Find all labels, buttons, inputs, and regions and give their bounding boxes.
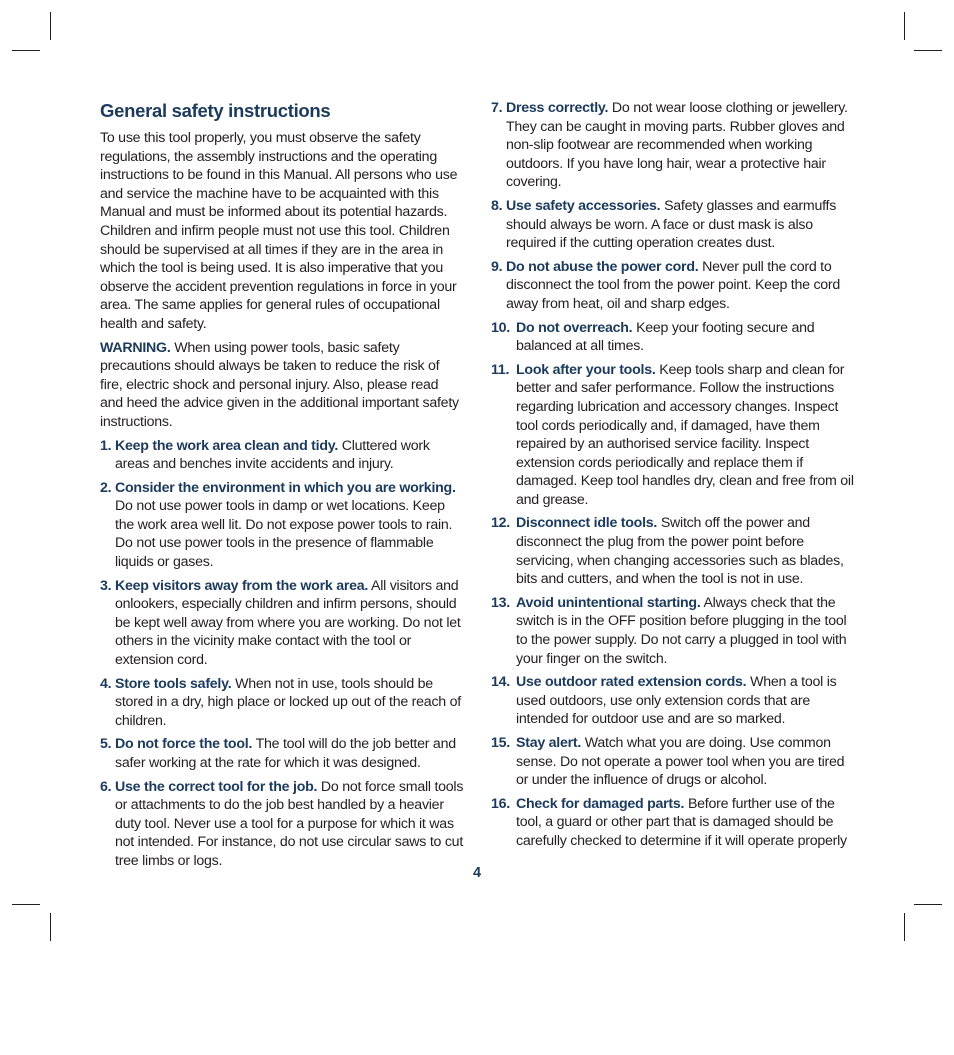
item-number: 16.	[491, 795, 510, 812]
crop-mark	[914, 904, 942, 905]
item-heading: Avoid unintentional starting.	[516, 594, 701, 611]
list-item	[491, 514, 854, 588]
warning-paragraph	[100, 339, 464, 432]
list-item	[491, 734, 854, 790]
list-item	[100, 479, 464, 572]
page-number: 4	[472, 865, 482, 881]
item-text: Safety glasses and earmuffs should always be worn. A face or dust mask is also required if the cutting operation creates dust.	[506, 197, 837, 252]
item-number: 11.	[491, 361, 510, 378]
item-text: Never pull the cord to disconnect the tool from the power point. Keep the cord away from heat, oil and sharp edges.	[506, 258, 841, 312]
item-text: Keep your footing secure and balanced at all times.	[516, 319, 815, 355]
item-number: 14.	[491, 674, 510, 691]
item-text: Watch what you are doing. Use common sense. Do not operate a power tool when you are tired or under the influence of drugs or alcohol.	[516, 735, 845, 789]
item-heading: Do not abuse the power cord.	[506, 258, 699, 275]
list-item	[491, 361, 854, 510]
item-text: When a tool is used outdoors, use only extension cords that are intended for outdoor use and are so marked.	[516, 674, 837, 728]
list-item	[491, 594, 854, 668]
section-title: General safety instructions	[100, 100, 331, 121]
crop-mark	[904, 12, 905, 40]
item-text: Before further use of the tool, a guard or other part that is damaged should be carefully checked to determine if it will operate properly	[516, 795, 847, 849]
item-heading: Keep the work area clean and tidy.	[115, 437, 339, 454]
item-number: 13.	[491, 594, 510, 611]
list-item	[491, 319, 854, 356]
item-heading: Dress correctly.	[506, 100, 609, 116]
crop-mark	[12, 50, 40, 51]
list-item	[491, 99, 854, 192]
item-text: Switch off the power and disconnect the plug from the power point before servicing, when changing accessories such as blades, bits and cutters, and when the tool is not in use.	[516, 515, 844, 588]
list-item	[491, 197, 854, 253]
item-number: 7.	[491, 100, 503, 116]
list-item	[100, 778, 464, 871]
item-number: 12.	[491, 515, 510, 532]
item-text: Do not force small tools or attachments to do the job best handled by a heavier duty tool. Never use a tool for a purpose for which it was not intended. For instance, do not use circular saws to cut tree limbs or logs.	[115, 778, 464, 869]
item-number: 3.	[100, 577, 112, 594]
list-item	[100, 675, 464, 731]
item-text: Cluttered work areas and benches invite accidents and injury.	[115, 437, 430, 473]
item-number: 1.	[100, 437, 112, 454]
item-heading: Do not force the tool.	[115, 736, 253, 753]
item-number: 5.	[100, 736, 112, 753]
item-number: 8.	[491, 197, 503, 214]
warning-label: WARNING.	[100, 339, 171, 356]
item-heading: Use safety accessories.	[506, 197, 661, 214]
item-heading: Check for damaged parts.	[516, 795, 685, 812]
list-item	[491, 673, 854, 729]
item-number: 15.	[491, 735, 510, 751]
item-number: 6.	[100, 778, 112, 795]
item-text: The tool will do the job better and safer working at the rate for which it was designed.	[115, 736, 456, 771]
item-text: Keep tools sharp and clean for better and safer performance. Follow the instructions regarding lubrication and accessory changes. Inspect tool cords periodically and, if damaged, have them repaired by an authorised service facility. Inspect extension cords periodically and replace them if damaged. Keep tool handles dry, clean and free from oil and grease.	[516, 361, 854, 508]
item-heading: Stay alert.	[516, 735, 582, 751]
crop-mark	[12, 904, 40, 905]
item-heading: Store tools safely.	[115, 675, 232, 692]
list-item	[100, 437, 464, 474]
list-item	[100, 577, 464, 670]
list-item	[491, 795, 854, 851]
item-number: 2.	[100, 479, 112, 496]
intro-paragraph: To use this tool properly, you must observe the safety regulations, the assembly instructions and the operating instructions to be found in this Manual. All persons who use and service the machine have to be acquainted with this Manual and must be informed about its potential hazards. Children and infirm people must not use this tool. Children should be supervised at all times if they are in the area in which the tool is being used. It is also imperative that you observe the accident prevention regulations in force in your area. The same applies for general rules of occupational health and safety.	[100, 130, 458, 332]
item-number: 4.	[100, 675, 112, 692]
crop-mark	[50, 12, 51, 40]
warning-text: When using power tools, basic safety precautions should always be taken to reduce the risk of fire, electric shock and personal injury. Also, please read and heed the advice given in the additional important safety instructions.	[100, 339, 459, 430]
list-item	[100, 735, 464, 772]
item-text: Do not use power tools in damp or wet locations. Keep the work area well lit. Do not expose power tools to rain. Do not use power tools in the presence of flammable liquids or gases.	[115, 498, 453, 571]
safety-list-right	[491, 99, 854, 851]
safety-list-left	[100, 437, 464, 871]
crop-mark	[914, 50, 942, 51]
item-heading: Use outdoor rated extension cords.	[516, 674, 747, 691]
item-text: All visitors and onlookers, especially children and infirm persons, should be kept well away from where you are working. Do not let others in the vicinity make contact with the tool or extension cord.	[115, 577, 461, 669]
item-heading: Do not overreach.	[516, 319, 633, 336]
item-heading: Consider the environment in which you are working.	[115, 479, 456, 496]
crop-mark	[50, 913, 51, 941]
item-text: When not in use, tools should be stored in a dry, high place or locked up out of the reach of children.	[115, 675, 461, 729]
list-item	[491, 258, 854, 314]
left-column	[100, 99, 464, 876]
item-text: Always check that the switch is in the OFF position before plugging in the tool to the power supply. Do not carry a plugged in tool with your finger on the switch.	[516, 594, 847, 667]
right-column	[491, 99, 854, 856]
item-number: 9.	[491, 258, 503, 275]
item-text: Do not wear loose clothing or jewellery. They can be caught in moving parts. Rubber gloves and non-slip footwear are recommended when working outdoors. If you have long hair, wear a protective hair covering.	[506, 100, 848, 191]
crop-mark	[904, 913, 905, 941]
item-heading: Disconnect idle tools.	[516, 515, 658, 532]
item-heading: Look after your tools.	[516, 361, 656, 378]
item-heading: Keep visitors away from the work area.	[115, 577, 369, 594]
item-number: 10.	[491, 319, 510, 336]
item-heading: Use the correct tool for the job.	[115, 778, 318, 795]
